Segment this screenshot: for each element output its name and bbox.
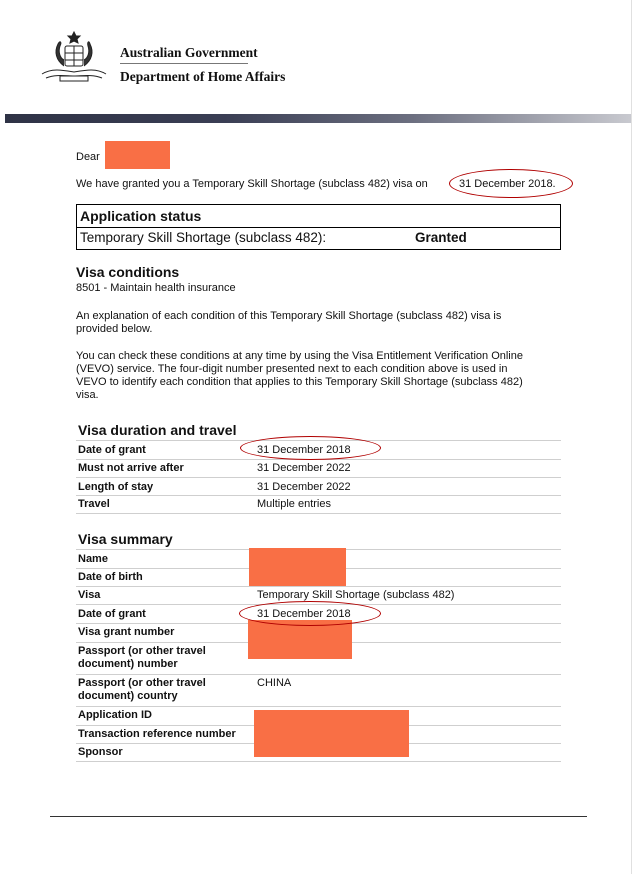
footer-divider [50, 816, 587, 817]
row-value: 31 December 2018 [257, 608, 351, 620]
annotation-circle [239, 601, 381, 626]
row-label: Travel [78, 498, 110, 510]
department-name: Department of Home Affairs [120, 69, 286, 84]
row-value: Multiple entries [257, 498, 331, 510]
redacted-ids-sponsor [254, 710, 409, 757]
salutation: Dear [76, 151, 100, 163]
table-row [76, 675, 561, 707]
annotation-circle [240, 436, 381, 460]
row-label: Transaction reference number [78, 728, 236, 740]
row-label: Date of birth [78, 571, 143, 583]
row-label: Must not arrive after [78, 462, 184, 474]
table-row [76, 459, 561, 478]
duration-heading: Visa duration and travel [78, 422, 237, 438]
condition-item [76, 282, 236, 295]
table-row [76, 478, 561, 496]
redacted-name-dob [249, 548, 346, 586]
row-label: Date of grant [78, 608, 146, 620]
grant-date: 31 December 2018. [459, 178, 556, 190]
row-label: Sponsor [78, 746, 123, 758]
header-divider [120, 63, 248, 64]
row-label: Date of grant [78, 444, 146, 456]
row-value: CHINA [257, 677, 292, 689]
redacted-name [105, 141, 170, 169]
row-label: Length of stay [78, 481, 154, 493]
row-label: Passport (or other travel [78, 645, 206, 657]
government-name: Australian Government [120, 45, 258, 60]
page-edge [631, 0, 632, 874]
application-status-box [76, 204, 561, 250]
row-value: 31 December 2022 [257, 481, 351, 493]
explanation-line-1: An explanation of each condition of this Temporary Skill Shortage (subclass 482) visa is [76, 310, 502, 322]
row-value: 31 December 2018 [257, 444, 351, 456]
row-value: Temporary Skill Shortage (subclass 482) [257, 589, 455, 601]
table-row [76, 496, 561, 514]
row-label: Passport (or other travel [78, 677, 206, 689]
grant-sentence: We have granted you a Temporary Skill Shortage (subclass 482) visa on [76, 178, 428, 190]
explanation-line-2: provided below. [76, 323, 153, 335]
summary-heading: Visa summary [78, 531, 173, 547]
condition-code: 8501 - [76, 282, 108, 294]
row-label-continued: document) country [78, 690, 178, 702]
status-divider [77, 227, 560, 228]
row-label: Visa [78, 589, 101, 601]
condition-text: Maintain health insurance [110, 282, 236, 294]
header-band [5, 114, 632, 123]
row-label: Visa grant number [78, 626, 175, 638]
row-label: Name [78, 553, 108, 565]
row-label-continued: document) number [78, 658, 178, 670]
vevo-line-2: (VEVO) service. The four-digit number presented next to each condition above is used in [76, 363, 508, 375]
coat-of-arms-logo [38, 30, 110, 86]
status-visa: Temporary Skill Shortage (subclass 482): [80, 230, 327, 245]
conditions-heading: Visa conditions [76, 264, 180, 280]
row-value: 31 December 2022 [257, 462, 351, 474]
status-title: Application status [80, 208, 202, 224]
vevo-line-4: visa. [76, 389, 99, 401]
row-label: Application ID [78, 709, 152, 721]
status-value: Granted [415, 230, 467, 245]
vevo-line-1: You can check these conditions at any time by using the Visa Entitlement Verification Online [76, 350, 523, 362]
annotation-circle [449, 169, 573, 198]
vevo-line-3: VEVO to identify each condition that applies to this Temporary Skill Shortage (subclass 482) [76, 376, 523, 388]
